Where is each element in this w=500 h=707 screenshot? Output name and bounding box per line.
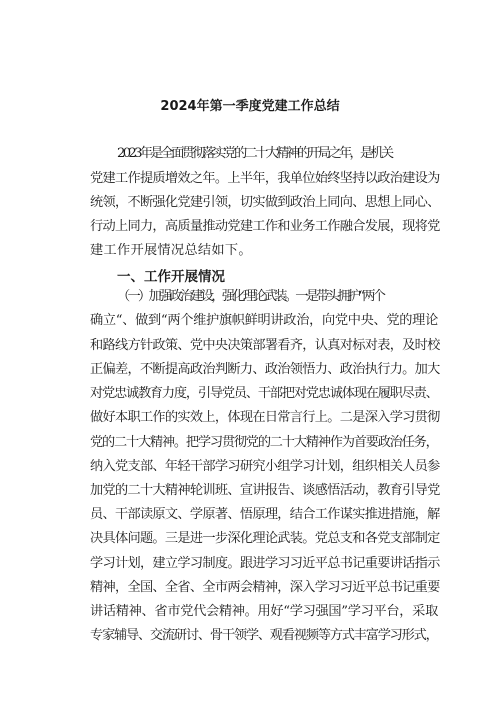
- paragraph-line: 专家辅导、交流研讨、骨干领学、观看视频等方式丰富学习形式，: [90, 628, 438, 643]
- paragraph-line: 做好本职工作的实效上，体现在日常言行上。二是深入学习贯彻: [90, 410, 440, 425]
- paragraph-line: 行动上同力，高质量推动党建工作和业务工作融合发展，现将党: [90, 219, 440, 234]
- paragraph-line: 加党的二十大精神轮训班、宣讲报告、谈感悟活动，教育引导党: [90, 483, 440, 498]
- paragraph-line: 精神，全国、全省、全市两会精神，深入学习习近平总书记重要: [90, 580, 440, 595]
- paragraph-line: 正偏差，不断提高政治判断力、政治领悟力、政治执行力。加大: [90, 362, 440, 377]
- document-title: 2024年第一季度党建工作总结: [160, 99, 340, 114]
- paragraph-line: （一）加强政治建设，强化理论武装。一是带头拥护“两个: [117, 289, 384, 304]
- paragraph-line: 党建工作提质增效之年。上半年，我单位始终坚持以政治建设为: [90, 171, 440, 186]
- paragraph-line: 学习计划，建立学习制度。跟进学习习近平总书记重要讲话指示: [90, 556, 440, 571]
- paragraph-line: 建工作开展情况总结如下。: [90, 243, 252, 258]
- paragraph-line: 和路线方针政策、党中央决策部署看齐，认真对标对表，及时校: [90, 338, 440, 353]
- paragraph-line: 决具体问题。三是进一步深化理论武装。党总支和各党支部制定: [90, 531, 440, 546]
- paragraph-line: 2023年是全面贯彻落实党的二十大精神的开局之年，是机关: [117, 146, 392, 161]
- paragraph-line: 党的二十大精神。把学习贯彻党的二十大精神作为首要政治任务，: [90, 435, 438, 450]
- paragraph-line: 确立“、做到“两个维护旗帜鲜明讲政治，向党中央、党的理论: [90, 313, 438, 328]
- paragraph-line: 纳入党支部、年轻干部学习研究小组学习计划，组织相关人员参: [90, 459, 440, 474]
- paragraph-line: 讲话精神、省市党代会精神。用好“学习强国”学习平台，采取: [90, 604, 438, 619]
- paragraph-line: 统领，不断强化党建引领，切实做到政治上同向、思想上同心、: [90, 195, 440, 210]
- section-heading: 一、工作开展情况: [117, 269, 225, 285]
- paragraph-line: 对党忠诚教育力度，引导党员、干部把对党忠诚体现在履职尽责、: [90, 386, 438, 401]
- paragraph-line: 员、干部读原文、学原著、悟原理，结合工作谋实推进措施，解: [90, 507, 440, 522]
